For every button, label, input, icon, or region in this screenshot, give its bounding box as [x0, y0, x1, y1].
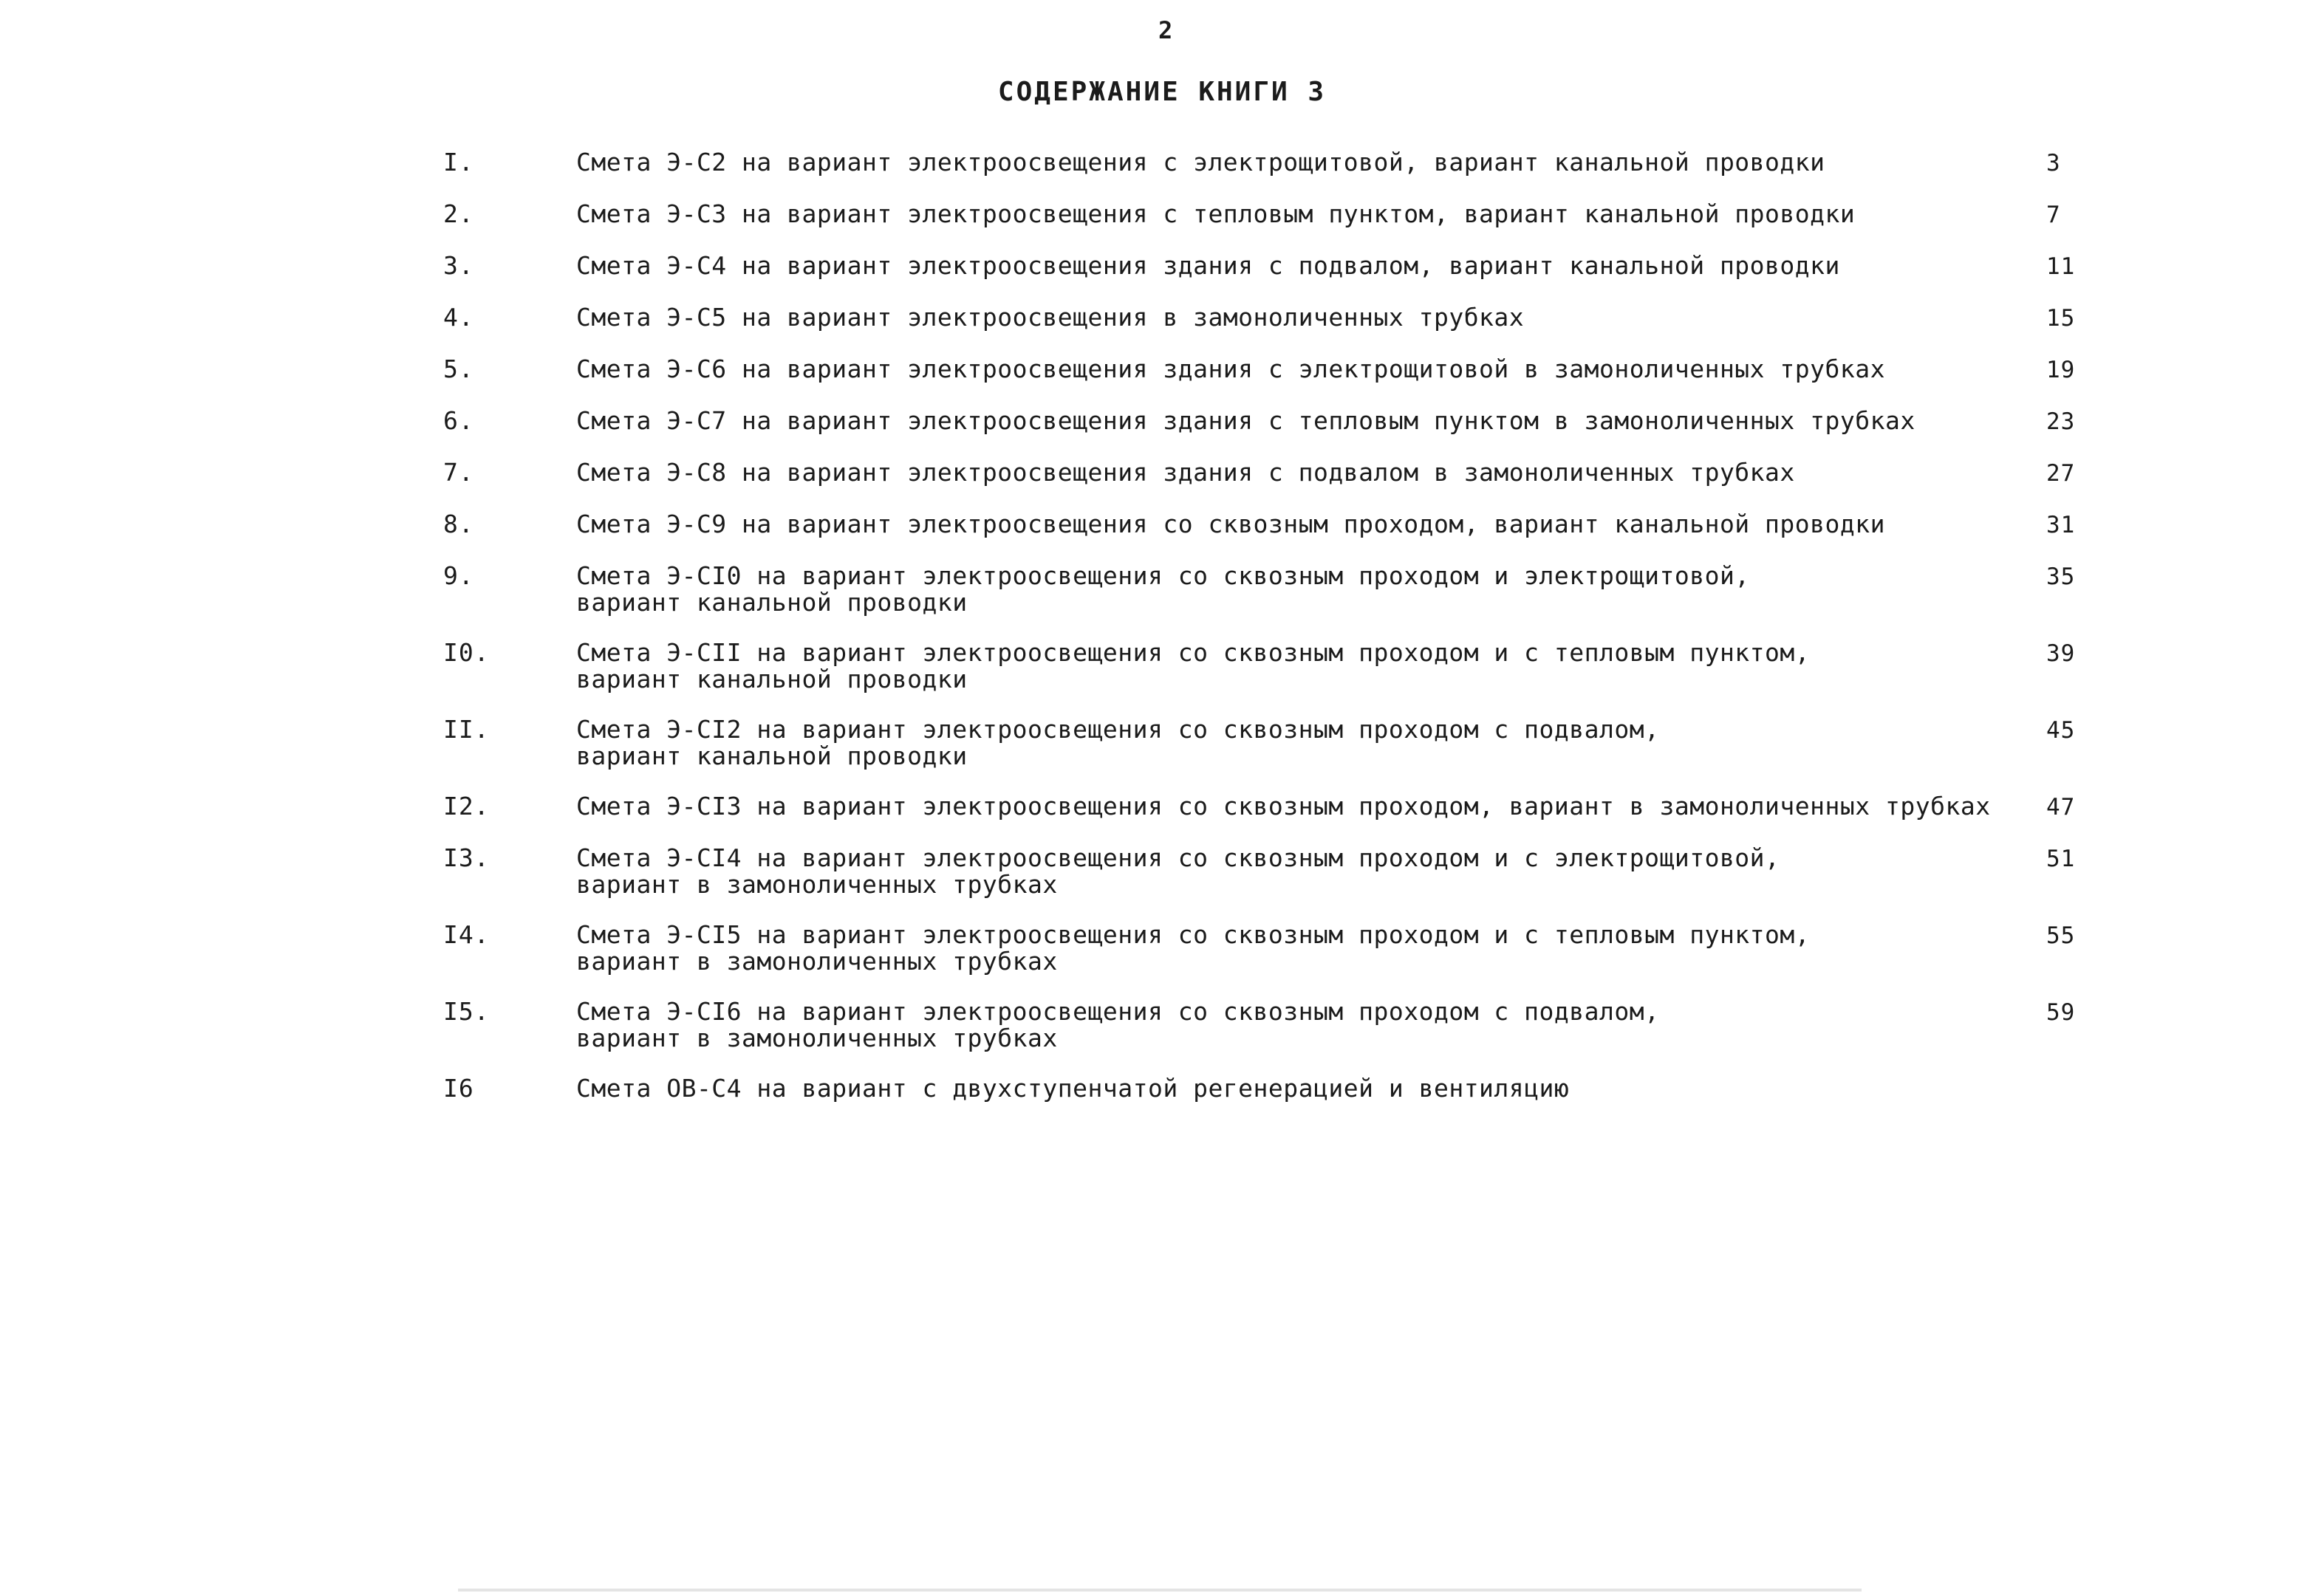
- toc-item-number: I2.: [443, 792, 490, 821]
- toc-item-line1: Смета ОВ-С4 на вариант с двухступенчатой регенерацией и вентиляцию: [576, 1074, 1570, 1103]
- toc-item: [443, 356, 2157, 384]
- toc-item-text: [576, 356, 2046, 383]
- toc-item-text: [576, 998, 2046, 1052]
- toc-item: [443, 149, 2157, 177]
- toc-item: [443, 304, 2157, 332]
- toc-item-line2: вариант канальной проводки: [576, 588, 968, 617]
- toc-item-line1: Смета Э-СI6 на вариант электроосвещения со сквозным проходом с подвалом,: [576, 997, 1660, 1026]
- toc-item-page: 31: [2046, 512, 2076, 538]
- toc-item-number: 9.: [443, 561, 474, 590]
- toc-item-number: I4.: [443, 920, 490, 949]
- toc-item-page: 3: [2046, 150, 2061, 177]
- toc-item-number: I6: [443, 1074, 474, 1103]
- toc-item-number: I.: [443, 148, 474, 177]
- toc-item-page: 11: [2046, 253, 2076, 280]
- toc-item-line1: Смета Э-СII на вариант электроосвещения со сквозным проходом и с тепловым пунктом,: [576, 638, 1811, 667]
- toc-item-number: 8.: [443, 510, 474, 538]
- toc-item-number: I0.: [443, 638, 490, 667]
- toc-item-text: [576, 1075, 2046, 1102]
- toc-item-line2: вариант в замоноличенных трубках: [576, 947, 1058, 976]
- toc-item-text: [576, 408, 2046, 434]
- toc-item: [443, 845, 2157, 898]
- toc-item-page: 59: [2046, 999, 2076, 1026]
- toc-item-number: 2.: [443, 199, 474, 228]
- toc-item: [443, 253, 2157, 281]
- toc-item-page: 39: [2046, 640, 2076, 667]
- toc-item-line1: Смета Э-СI2 на вариант электроосвещения со сквозным проходом с подвалом,: [576, 715, 1660, 744]
- toc-item-line2: вариант канальной проводки: [576, 665, 968, 693]
- toc-item-line1: Смета Э-С4 на вариант электроосвещения здания с подвалом, вариант канальной проводки: [576, 251, 1840, 280]
- toc-item: [443, 563, 2157, 616]
- toc-item-line1: Смета Э-С7 на вариант электроосвещения здания с тепловым пунктом в замоноличенных трубках: [576, 406, 1915, 435]
- toc-item-number: I5.: [443, 997, 490, 1026]
- toc-item-line1: Смета Э-С8 на вариант электроосвещения здания с подвалом в замоноличенных трубках: [576, 458, 1795, 487]
- toc-item-page: 35: [2046, 563, 2076, 590]
- toc-item-line2: вариант канальной проводки: [576, 741, 968, 770]
- toc-item-number: 7.: [443, 458, 474, 487]
- toc-item-number: 6.: [443, 406, 474, 435]
- toc-item-text: [576, 511, 2046, 538]
- toc-item-line1: Смета Э-С6 на вариант электроосвещения здания с электрощитовой в замоноличенных трубках: [576, 354, 1885, 383]
- toc-item-page: 45: [2046, 717, 2076, 744]
- toc-item: [443, 716, 2157, 770]
- toc-item-text: [576, 563, 2046, 616]
- toc-item: [443, 201, 2157, 229]
- toc-item-line1: Смета Э-С2 на вариант электроосвещения с электрощитовой, вариант канальной проводки: [576, 148, 1825, 177]
- toc-item-number: 5.: [443, 354, 474, 383]
- toc-item-line1: Смета Э-СI4 на вариант электроосвещения со сквозным проходом и с электрощитовой,: [576, 843, 1780, 872]
- toc-item-line2: вариант в замоноличенных трубках: [576, 870, 1058, 899]
- toc-item-page: 55: [2046, 922, 2076, 949]
- toc-item-text: [576, 304, 2046, 331]
- toc-item-number: 4.: [443, 303, 474, 332]
- toc-item-line1: Смета Э-С9 на вариант электроосвещения со сквозным проходом, вариант канальной проводки: [576, 510, 1885, 538]
- toc-item-text: [576, 922, 2046, 975]
- toc-item: [443, 998, 2157, 1052]
- toc-item-text: [576, 149, 2046, 176]
- toc-item-line1: Смета Э-СI3 на вариант электроосвещения со сквозным проходом, вариант в замоноличенных трубках: [576, 792, 1991, 821]
- toc-item-page: 19: [2046, 357, 2076, 383]
- toc-item-text: [576, 201, 2046, 227]
- toc-item-number: II.: [443, 715, 490, 744]
- toc-item: [443, 511, 2157, 539]
- toc-item: [443, 459, 2157, 487]
- toc-item-page: 7: [2046, 202, 2061, 228]
- toc-item-page: 27: [2046, 460, 2076, 487]
- toc-item-page: 47: [2046, 794, 2076, 821]
- toc-item-line1: Смета Э-СI0 на вариант электроосвещения со сквозным проходом и электрощитовой,: [576, 561, 1750, 590]
- toc-item-line1: Смета Э-С5 на вариант электроосвещения в замоноличенных трубках: [576, 303, 1525, 332]
- toc-item-page: 23: [2046, 408, 2076, 435]
- toc-item-text: [576, 793, 2046, 820]
- toc-item-text: [576, 716, 2046, 770]
- toc-item-line1: Смета Э-С3 на вариант электроосвещения с тепловым пунктом, вариант канальной проводки: [576, 199, 1856, 228]
- toc-item-text: [576, 253, 2046, 279]
- page-title: СОДЕРЖАНИЕ КНИГИ 3: [997, 77, 1327, 107]
- toc-item: [443, 408, 2157, 436]
- toc-item-page: 51: [2046, 846, 2076, 872]
- toc-item-text: [576, 459, 2046, 486]
- scan-artifact-line: [458, 1589, 1862, 1592]
- toc-item-text: [576, 845, 2046, 898]
- page-number: 2: [1158, 16, 1174, 44]
- table-of-contents: [443, 149, 2157, 1126]
- toc-item-text: [576, 640, 2046, 693]
- toc-item-number: 3.: [443, 251, 474, 280]
- toc-item: [443, 1075, 2157, 1102]
- toc-item-line1: Смета Э-СI5 на вариант электроосвещения со сквозным проходом и с тепловым пунктом,: [576, 920, 1811, 949]
- toc-item: [443, 793, 2157, 821]
- toc-item: [443, 640, 2157, 693]
- toc-item-number: I3.: [443, 843, 490, 872]
- toc-item-page: 15: [2046, 305, 2076, 332]
- toc-item: [443, 922, 2157, 975]
- toc-item-line2: вариант в замоноличенных трубках: [576, 1024, 1058, 1052]
